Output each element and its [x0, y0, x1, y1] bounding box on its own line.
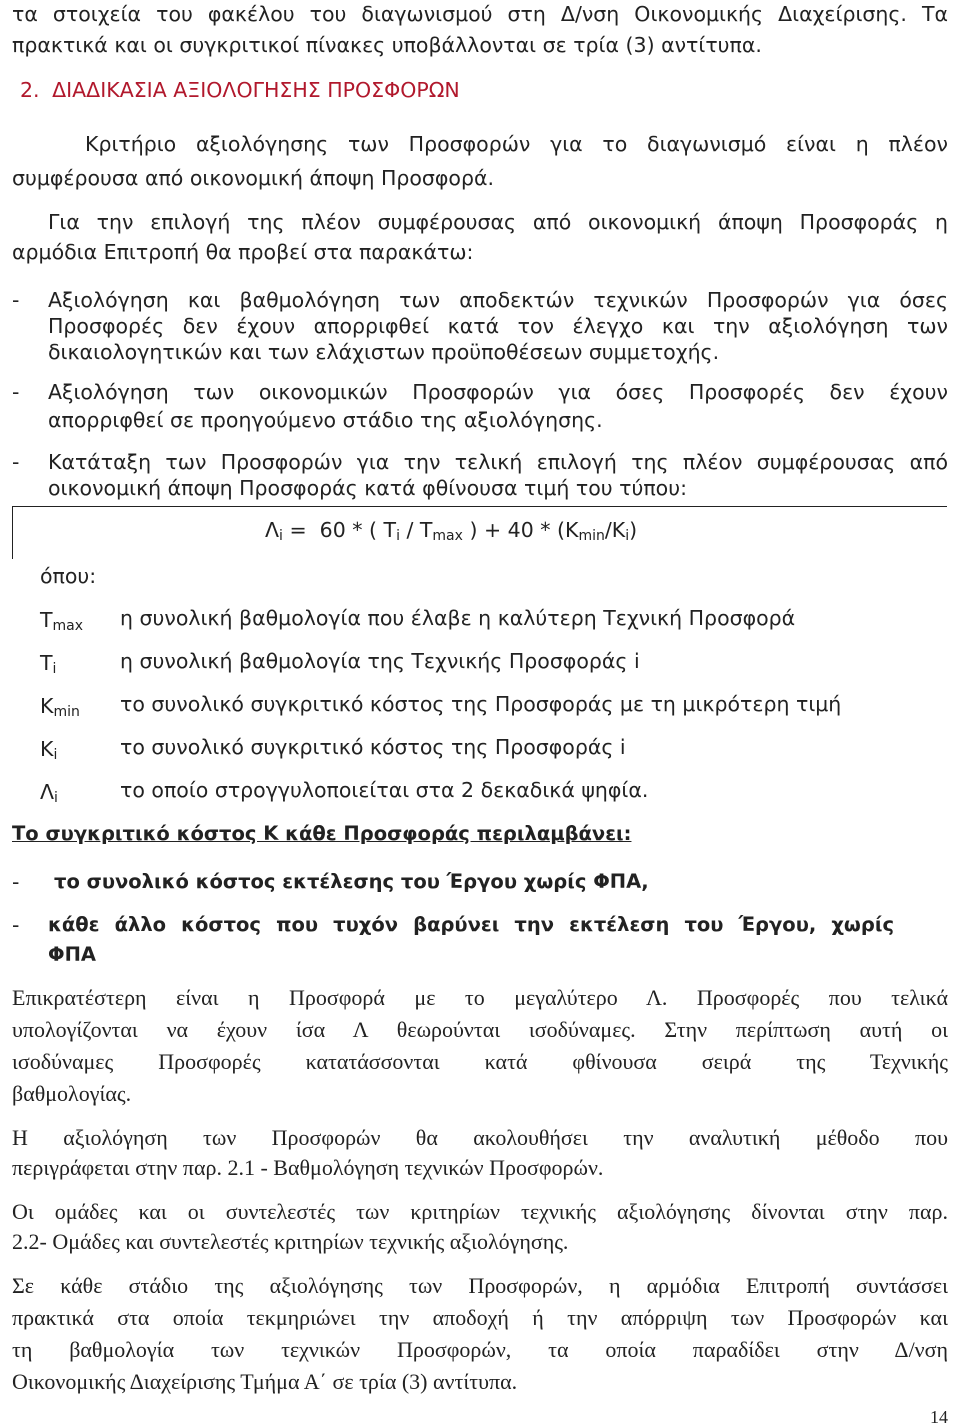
- cost-item-2-dash: -: [12, 913, 20, 937]
- bullet-2-line-1: Αξιολόγηση των οικονομικών Προσφορών για όσες Προσφορές δεν έχουν: [48, 380, 948, 404]
- formula-lhs-sub: i: [279, 528, 283, 544]
- para2-line-1: Για την επιλογή της πλέον συμφέρουσας από οικονομική άποψη Προσφοράς η: [48, 210, 948, 234]
- para5-line-2: 2.2- Ομάδες και συντελεστές κριτηρίων τεχνικής αξιολόγησης.: [12, 1229, 569, 1254]
- para1-line-1: Κριτήριο αξιολόγησης των Προσφορών για το διαγωνισμό είναι η πλέον: [85, 132, 948, 156]
- bullet-3-dash: -: [12, 450, 20, 474]
- formula-ki-sub: i: [625, 528, 630, 544]
- formula-plus: ) + 40 * (K: [462, 518, 579, 542]
- formula-eq: = 60 * ( T: [282, 518, 397, 542]
- formula-kmin-sub: min: [578, 528, 605, 544]
- def-text-li: το οποίο στρογγυλοποιείται στα 2 δεκαδικά ψηφία.: [120, 778, 649, 802]
- def-text-kmin: το συνολικό συγκριτικό κόστος της Προσφοράς με τη μικρότερη τιμή: [120, 692, 842, 716]
- formula-tmax-sub: max: [432, 528, 463, 544]
- para6-line-1: Σε κάθε στάδιο της αξιολόγησης των Προσφορών, η αρμόδια Επιτροπή συντάσσει: [12, 1273, 948, 1298]
- para3-line-2: υπολογίζονται να έχουν ίσα Λ θεωρούνται ισοδύναμες. Στην περίπτωση αυτή οι: [12, 1017, 948, 1042]
- bullet-1-line-1: Αξιολόγηση και βαθμολόγηση των αποδεκτών τεχνικών Προσφορών για όσες: [48, 288, 948, 312]
- para6-line-3: τη βαθμολογία των τεχνικών Προσφορών, τα οποία παραδίδει στην Δ/νση: [12, 1337, 948, 1362]
- para2-line-2: αρμόδια Επιτροπή θα προβεί στα παρακάτω:: [12, 240, 474, 264]
- para5-line-1: Οι ομάδες και οι συντελεστές των κριτηρίων τεχνικής αξιολόγησης δίνονται στην παρ.: [12, 1199, 948, 1224]
- formula-slash: /K: [604, 518, 626, 542]
- intro-line-1: τα στοιχεία του φακέλου του διαγωνισμού στη Δ/νση Οικονομικής Διαχείρισης. Τα: [12, 2, 948, 26]
- def-text-ti: η συνολική βαθμολογία της Τεχνικής Προσφοράς i: [120, 649, 640, 673]
- bullet-2-dash: -: [12, 380, 20, 404]
- def-symbol-li: $\Lambda_i$: [40, 780, 58, 806]
- formula-close: ): [629, 518, 638, 542]
- def-symbol-ti: $T_i$: [40, 651, 57, 677]
- bullet-1-line-3: δικαιολογητικών και των ελάχιστων προϋποθέσεων συμμετοχής.: [48, 340, 720, 364]
- para3-line-1: Επικρατέστερη είναι η Προσφορά με το μεγαλύτερο Λ. Προσφορές που τελικά: [12, 985, 948, 1010]
- cost-item-1-dash: -: [12, 870, 20, 894]
- formula-mid: / T: [399, 518, 433, 542]
- bullet-2-line-2: απορριφθεί σε προηγούμενο στάδιο της αξιολόγησης.: [48, 408, 603, 432]
- para6-line-2: πρακτικά στα οποία τεκμηριώνει την αποδοχή ή την απόρριψη των Προσφορών και: [12, 1305, 948, 1330]
- page-number: 14: [930, 1407, 948, 1427]
- para3-line-4: βαθμολογίας.: [12, 1081, 132, 1106]
- cost-item-2-line-2: ΦΠΑ: [48, 943, 96, 966]
- def-symbol-kmin: $K_{min}$: [40, 694, 80, 720]
- para3-line-3: ισοδύναμες Προσφορές κατατάσσονται κατά φθίνουσα σειρά της Τεχνικής: [12, 1049, 948, 1074]
- para1-line-2: συμφέρουσα από οικονομική άποψη Προσφορά.: [12, 166, 495, 190]
- cost-heading: Το συγκριτικό κόστος Κ κάθε Προσφοράς περιλαμβάνει:: [12, 822, 632, 845]
- intro-line-2: πρακτικά και οι συγκριτικοί πίνακες υποβάλλονται σε τρία (3) αντίτυπα.: [12, 33, 762, 57]
- para4-line-2: περιγράφεται στην παρ. 2.1 - Βαθμολόγηση τεχνικών Προσφορών.: [12, 1155, 604, 1180]
- where-label: όπου:: [40, 564, 97, 588]
- formula: [265, 518, 637, 544]
- def-text-ki: το συνολικό συγκριτικό κόστος της Προσφοράς i: [120, 735, 626, 759]
- para6-line-4: Οικονομικής Διαχείρισης Τμήμα Α΄ σε τρία (3) αντίτυπα.: [12, 1369, 518, 1394]
- bullet-3-line-1: Κατάταξη των Προσφορών για την τελική επιλογή της πλέον συμφέρουσας από: [48, 450, 948, 474]
- cost-item-1: το συνολικό κόστος εκτέλεσης του Έργου χωρίς ΦΠΑ,: [54, 870, 649, 893]
- bullet-1-dash: -: [12, 288, 20, 312]
- para4-line-1: Η αξιολόγηση των Προσφορών θα ακολουθήσει την αναλυτική μέθοδο που: [12, 1125, 948, 1150]
- bullet-3-line-2: οικονομική άποψη Προσφοράς κατά φθίνουσα τιμή του τύπου:: [48, 476, 687, 500]
- section-title: ΔΙΑΔΙΚΑΣΙΑ ΑΞΙΟΛΟΓΗΣΗΣ ΠΡΟΣΦΟΡΩΝ: [52, 78, 460, 102]
- def-text-tmax: η συνολική βαθμολογία που έλαβε η καλύτερη Τεχνική Προσφορά: [120, 606, 796, 630]
- def-symbol-tmax: $T_{max}$: [40, 608, 84, 634]
- cost-item-2-line-1: κάθε άλλο κόστος που τυχόν βαρύνει την εκτέλεση του Έργου, χωρίς: [48, 913, 894, 936]
- def-symbol-ki: $K_i$: [40, 737, 58, 763]
- section-number: 2.: [20, 78, 40, 102]
- bullet-1-line-2: Προσφορές δεν έχουν απορριφθεί κατά τον έλεγχο και την αξιολόγηση των: [48, 314, 948, 338]
- formula-t-sub: i: [396, 528, 400, 544]
- section-heading: [20, 78, 948, 102]
- formula-lhs: Λ: [265, 518, 280, 542]
